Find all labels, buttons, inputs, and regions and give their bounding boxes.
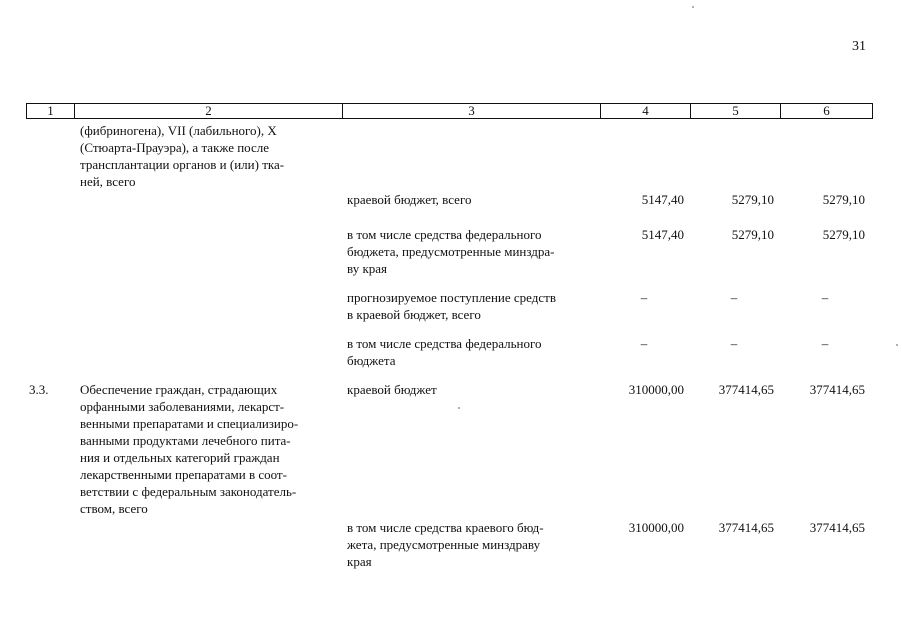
value-col-5: 5279,10	[731, 192, 774, 207]
value-col-4: 5147,40	[641, 192, 684, 207]
value-col-4: 310000,00	[628, 520, 684, 535]
value-col-6: –	[821, 336, 829, 351]
row-number: 3.3.	[29, 382, 49, 397]
row-name-cell: (фибриногена), VII (лабильного), X (Стюарта-Прауэра), а также после трансплантации органов и (или) тка- ней, всего	[80, 123, 285, 189]
budget-line-label: краевой бюджет	[347, 382, 437, 397]
value-col-6: –	[821, 290, 829, 305]
column-header-3: 3	[343, 104, 601, 119]
budget-line-label: краевой бюджет, всего	[347, 192, 472, 207]
value-col-4: –	[640, 290, 648, 305]
budget-line-label: прогнозируемое поступление средств в краевой бюджет, всего	[347, 290, 556, 322]
value-col-5: –	[730, 290, 738, 305]
column-header-5: 5	[691, 104, 781, 119]
column-header-6: 6	[781, 104, 873, 119]
value-col-5: –	[730, 336, 738, 351]
value-col-4: 5147,40	[641, 227, 684, 242]
column-header-1: 1	[27, 104, 75, 119]
value-col-6: 377414,65	[809, 520, 865, 535]
value-col-6: 377414,65	[809, 382, 865, 397]
value-col-5: 377414,65	[718, 382, 774, 397]
budget-line-label: в том числе средства краевого бюд- жета, предусмотренные минздраву края	[347, 520, 544, 569]
scan-speck	[896, 344, 898, 346]
page-number: 31	[852, 39, 866, 54]
column-header-2: 2	[75, 104, 343, 119]
value-col-5: 5279,10	[731, 227, 774, 242]
budget-line-label: в том числе средства федерального бюджета, предусмотренные минздра- ву края	[347, 227, 555, 276]
value-col-4: –	[640, 336, 648, 351]
row-name-cell: Обеспечение граждан, страдающих орфанными заболеваниями, лекарст- венными препаратами и специализиро- ванными продуктами лечебного пита- ния и отдельных категорий граждан лекарственными препаратами в соот- ветствии с федеральным законодатель- ством, всего	[80, 382, 299, 516]
value-col-4: 310000,00	[628, 382, 684, 397]
value-col-6: 5279,10	[822, 192, 865, 207]
value-col-5: 377414,65	[718, 520, 774, 535]
column-header-row	[26, 103, 873, 119]
budget-line-label: в том числе средства федерального бюджета	[347, 336, 542, 368]
scan-speck	[692, 6, 694, 8]
column-header-4: 4	[601, 104, 691, 119]
value-col-6: 5279,10	[822, 227, 865, 242]
scan-speck	[458, 407, 460, 409]
